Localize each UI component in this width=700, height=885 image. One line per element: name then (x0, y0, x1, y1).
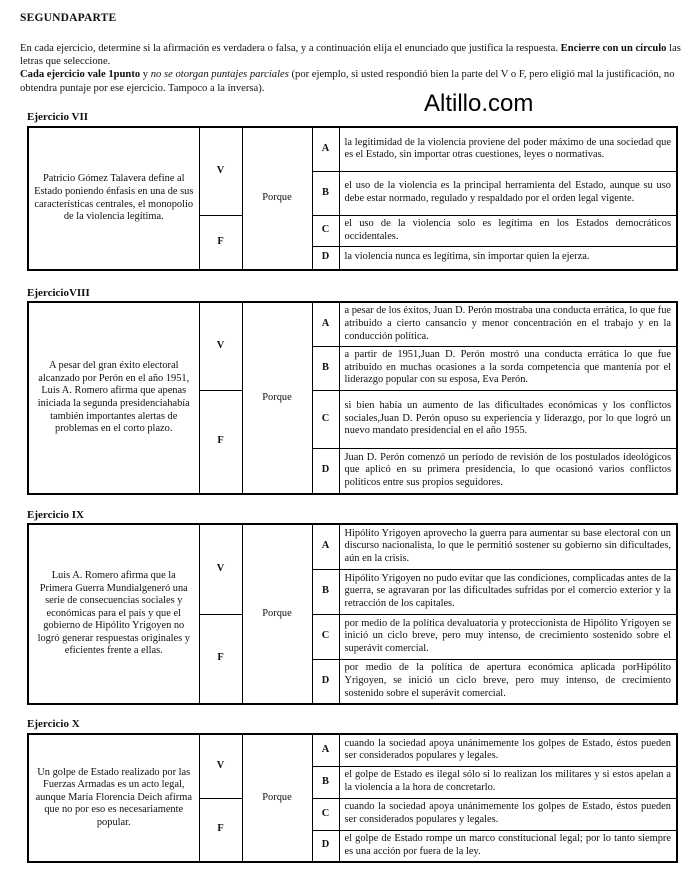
option-text-b: el uso de la violencia es la principal herramienta del Estado, aunque su uso debe estar normado, regulado y respaldado por el orden legal vigente. (339, 171, 677, 215)
exercise-label: Ejercicio IX (27, 509, 84, 521)
true-option[interactable]: V (199, 127, 242, 215)
option-text-d: la violencia nunca es legítima, sin importar quien la ejerza. (339, 246, 677, 270)
porque-label: Porque (242, 302, 312, 494)
exercise-table-7 (27, 126, 678, 271)
option-text-a: cuando la sociedad apoya unánimemente los golpes de Estado, éstos pueden ser considerados populares y legales. (339, 734, 677, 766)
points-rest: (por ejemplo, si usted respondió bien la parte del V o F, pero eligió mal la justificación, no obtendra puntaje por ese ejercicio. Tampoco a la inversa). (20, 69, 675, 94)
option-text-c: cuando la sociedad apoya unánimemente los golpes de Estado, éstos pueden ser considerados populares y legales. (339, 798, 677, 830)
false-option[interactable]: F (199, 390, 242, 494)
option-letter-a[interactable]: A (312, 302, 339, 346)
points-italic: no se otorgan puntajes parciales (150, 69, 289, 81)
option-text-d: Juan D. Perón comenzó un período de revisión de los postulados ideológicos que aplicó en su primera presidencia, lo que ocasionó varios conflictos políticos entre sus propios seguidores. (339, 448, 677, 494)
points-mid: y (140, 69, 151, 81)
true-option[interactable]: V (199, 524, 242, 614)
option-text-b: el golpe de Estado es ilegal sólo si lo realizan los militares y si estos apelan a la violencia a la hora de concretarlo. (339, 766, 677, 798)
porque-label: Porque (242, 734, 312, 862)
option-text-c: si bien había un aumento de las dificultades económicas y los conflictos sociales,Juan D. Perón opuso su experiencia y liderazgo, por lo que logró un nuevo mandato presidencial en el año 1955. (339, 390, 677, 448)
exercise-table-8 (27, 301, 678, 495)
option-letter-c[interactable]: C (312, 215, 339, 246)
false-option[interactable]: F (199, 614, 242, 704)
instructions-bold: Encierre con un círculo (560, 43, 667, 54)
option-text-a: la legitimidad de la violencia proviene del poder máximo de una sociedad que es el Estado, sin importar otras cuestiones, leyes o normativas. (339, 127, 677, 171)
instructions-rest: las letras que seleccione. (20, 43, 681, 68)
exercise-statement: A pesar del gran éxito electoral alcanzado por Perón en el año 1951, Luis A. Romero afirma que apenas iniciada la segunda presidenciahabía también importantes alertas de problemas en el corto plazo. (28, 302, 199, 494)
option-text-d: por medio de la política de apertura económica aplicada porHipólito Yrigoyen, se inició un ciclo breve, pero muy intenso, de crecimiento sostenido sobre el superávit comercial. (339, 659, 677, 704)
false-option[interactable]: F (199, 798, 242, 862)
option-text-a: a pesar de los éxitos, Juan D. Perón mostraba una conducta errática, lo que fue atribuido a cierto cansancio y menor concentración en el trabajo y en la conducción política. (339, 302, 677, 346)
option-letter-d[interactable]: D (312, 830, 339, 862)
option-text-c: por medio de la política devaluatoria y proteccionista de Hipólito Yrigoyen se inició un ciclo breve, pero muy intenso, de crecimiento sostenido sobre el superávit comercial. (339, 614, 677, 659)
exercise-table-9 (27, 523, 678, 705)
option-letter-c[interactable]: C (312, 614, 339, 659)
watermark: Altillo.com (424, 90, 534, 117)
points-bold: Cada ejercicio vale 1punto (20, 69, 141, 81)
option-letter-a[interactable]: A (312, 127, 339, 171)
option-letter-c[interactable]: C (312, 798, 339, 830)
option-letter-b[interactable]: B (312, 569, 339, 614)
option-letter-b[interactable]: B (312, 346, 339, 390)
true-option[interactable]: V (199, 734, 242, 798)
option-text-b: a partir de 1951,Juan D. Perón mostró una conducta errática lo que fue atribuido en muchas ocasiones a la sorda competencia que mantenía por el liderazgo popular con su esposa, Eva Perón. (339, 346, 677, 390)
exercise-table-10 (27, 733, 678, 863)
instructions-text: En cada ejercicio, determine si la afirmación es verdadera o falsa, y a continuación elija el enunciado que justifica la respuesta. (20, 43, 561, 54)
option-text-d: el golpe de Estado rompe un marco constitucional legal; por lo tanto siempre es una acción por fuera de la ley. (339, 830, 677, 862)
option-letter-b[interactable]: B (312, 171, 339, 215)
porque-label: Porque (242, 524, 312, 704)
option-letter-b[interactable]: B (312, 766, 339, 798)
option-letter-d[interactable]: D (312, 448, 339, 494)
exercise-label: EjercicioVIII (27, 287, 90, 299)
option-letter-a[interactable]: A (312, 524, 339, 569)
exercise-label: Ejercicio VII (27, 111, 88, 123)
option-text-b: Hipólito Yrigoyen no pudo evitar que las condiciones, complicadas antes de la guerra, se agravaran por las dificultades sufridas por el comercio exterior y la retracción de los capitales. (339, 569, 677, 614)
instructions-line-2 (20, 68, 692, 94)
exercise-statement: Patricio Gómez Talavera define al Estado poniendo énfasis en una de sus características centrales, el monopolio de la violencia legítima. (28, 127, 199, 270)
exercise-statement: Luis A. Romero afirma que la Primera Guerra Mundialgeneró una serie de consecuencias sociales y económicas para el país y que el gobierno de Hipólito Yrigoyen no logró generar respuestas originales y eficientes frente a ellas. (28, 524, 199, 704)
option-text-a: Hipólito Yrigoyen aprovecho la guerra para aumentar su base electoral con un discurso nacionalista, lo que le permitió sostener su gobierno sin dificultades, aún en la crisis. (339, 524, 677, 569)
section-title: SEGUNDAPARTE (20, 12, 117, 24)
exercise-statement: Un golpe de Estado realizado por las Fuerzas Armadas es un acto legal, aunque María Florencia Deich afirma que no por eso es necesariamente popular. (28, 734, 199, 862)
exercise-label: Ejercicio X (27, 718, 80, 730)
option-letter-c[interactable]: C (312, 390, 339, 448)
option-letter-d[interactable]: D (312, 659, 339, 704)
option-letter-a[interactable]: A (312, 734, 339, 766)
false-option[interactable]: F (199, 215, 242, 270)
instructions (20, 42, 692, 95)
instructions-line-1 (20, 42, 692, 68)
porque-label: Porque (242, 127, 312, 270)
option-letter-d[interactable]: D (312, 246, 339, 270)
true-option[interactable]: V (199, 302, 242, 390)
option-text-c: el uso de la violencia solo es legítima en los Estados democráticos occidentales. (339, 215, 677, 246)
